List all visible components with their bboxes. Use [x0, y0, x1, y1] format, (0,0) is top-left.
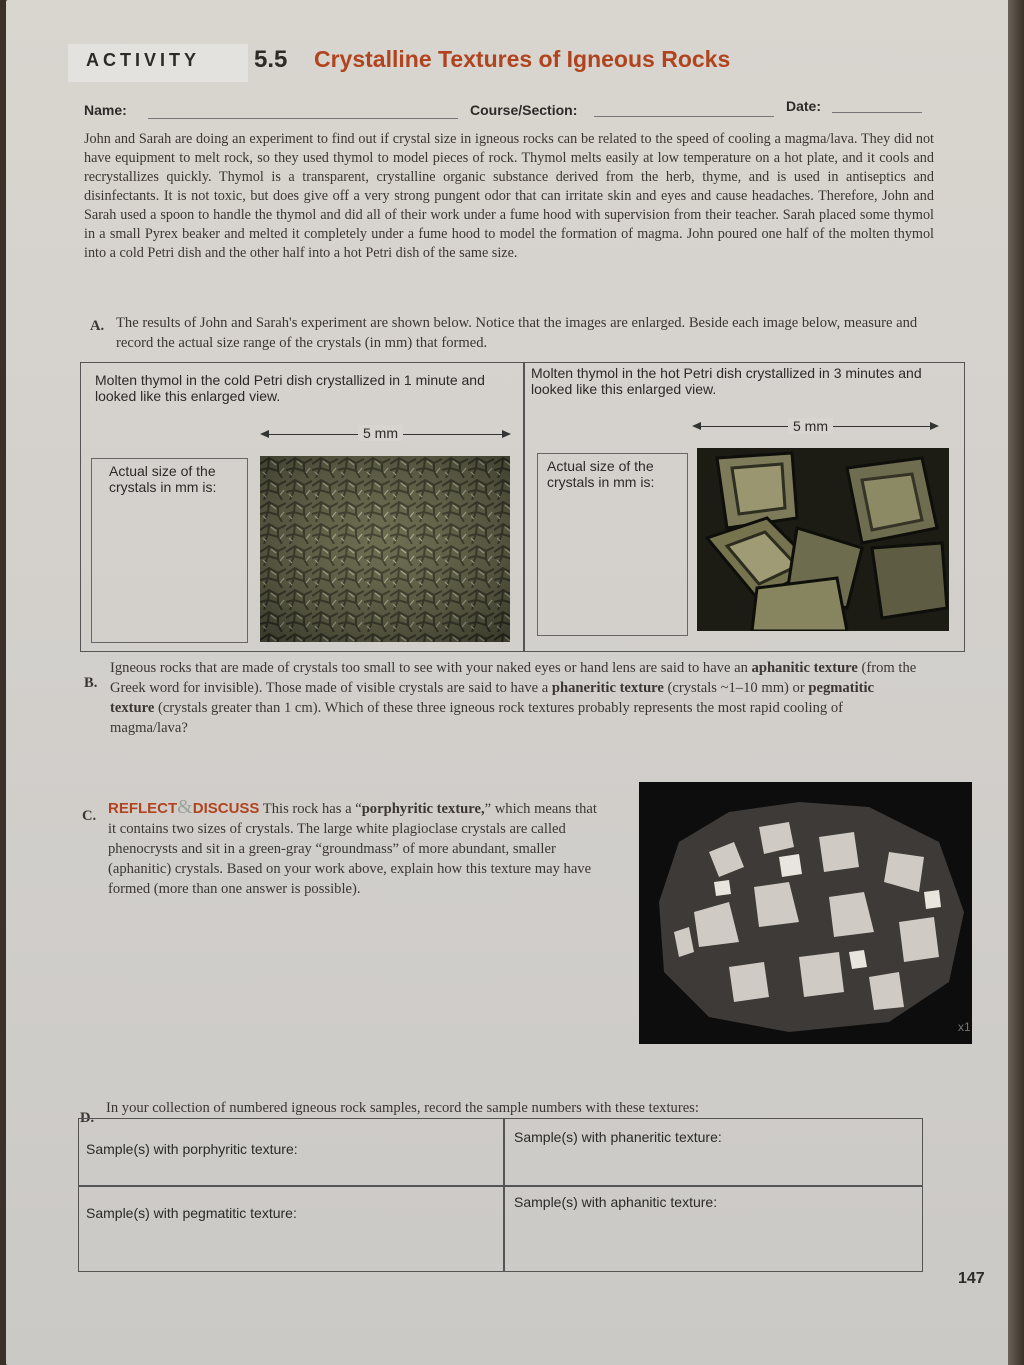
cold-dish-caption: Molten thymol in the cold Petri dish crystallized in 1 minute and looked like this enlarged view.	[95, 372, 485, 404]
arrow-right-icon	[502, 430, 511, 438]
arrow-left-icon	[260, 430, 269, 438]
scale-label-right: 5 mm	[788, 418, 833, 434]
activity-number: 5.5	[254, 46, 288, 73]
arrow-right-icon	[930, 422, 939, 430]
rock-scale-mark: x1	[958, 1020, 971, 1034]
pegmatitic-samples-cell[interactable]: Sample(s) with pegmatitic texture:	[86, 1205, 297, 1221]
course-field[interactable]	[594, 116, 774, 117]
porphyritic-rock-image	[639, 782, 972, 1044]
page-number: 147	[958, 1270, 985, 1287]
activity-title: Crystalline Textures of Igneous Rocks	[314, 46, 731, 72]
porphyritic-samples-cell[interactable]: Sample(s) with porphyritic texture:	[86, 1141, 298, 1157]
arrow-left-icon	[692, 422, 701, 430]
scale-label-left: 5 mm	[358, 425, 403, 441]
part-c-prompt: REFLECT&DISCUSS This rock has a “porphyritic texture,” which means that it contains two sizes of crystals. The large white plagioclase crystals are called phenocrysts and sit in a green-gray “groundmass” of more abundant, smaller (aphanitic) crystals. Based on your work above, explain how this texture may have formed (more than one answer is possible).	[108, 796, 597, 897]
cold-dish-crystals-image	[260, 456, 510, 642]
course-label: Course/Section:	[470, 102, 578, 118]
hot-dish-crystals-image	[697, 448, 949, 631]
table-vertical-divider	[503, 1118, 505, 1271]
activity-label: ACTIVITY	[86, 50, 201, 70]
name-field[interactable]	[148, 118, 458, 119]
cold-answer-label: Actual size of the crystals in mm is:	[109, 463, 217, 495]
table-horizontal-divider	[78, 1185, 923, 1187]
page-edge	[1008, 0, 1024, 1365]
part-a-letter: A.	[90, 318, 105, 334]
part-b-prompt: Igneous rocks that are made of crystals too small to see with your naked eyes or hand lens are said to have an aphanitic texture (from the Greek word for invisible). Those made of visible crystals are said to have a phaneritic texture (crystals ~1–10 mm) or pegmatitic texture (crystals greater than 1 cm). Which of these three igneous rock textures probably represents the most rapid cooling of magma/lava?	[110, 660, 917, 736]
part-d-prompt: In your collection of numbered igneous rock samples, record the sample numbers with these textures:	[106, 1100, 699, 1116]
aphanitic-samples-cell[interactable]: Sample(s) with aphanitic texture:	[514, 1194, 718, 1210]
intro-paragraph: John and Sarah are doing an experiment to find out if crystal size in igneous rocks can be related to the speed of cooling a magma/lava. They did not have equipment to melt rock, so they used thymol to model pieces of rock. Thymol melts easily at low temperature on a hot plate, and it cools and recrystallizes quickly. Thymol is a transparent, crystalline organic substance derived from the herb, thyme, and is used in antiseptics and disinfectants. It is not toxic, but does give off a very strong pungent odor that can irritate skin and eyes and cause headaches. Therefore, John and Sarah used a spoon to handle the thymol and did all of their work under a fume hood with supervision from their teacher. Sarah placed some thymol in a small Pyrex beaker and melted it completely under a fume hood to model the formation of magma. John poured one half of the molten thymol into a cold Petri dish and the other half into a hot Petri dish of the same size.	[84, 131, 934, 261]
part-c-letter: C.	[82, 808, 97, 824]
name-label: Name:	[84, 102, 127, 118]
hot-dish-caption: Molten thymol in the hot Petri dish crystallized in 3 minutes and looked like this enlarged view.	[531, 365, 922, 397]
frame-divider	[523, 362, 525, 651]
part-b-letter: B.	[84, 675, 98, 691]
part-a-prompt: The results of John and Sarah's experiment are shown below. Notice that the images are enlarged. Beside each image below, measure and record the actual size range of the crystals (in mm) that formed.	[116, 315, 918, 351]
part-d-letter: D.	[80, 1110, 95, 1126]
hot-answer-label: Actual size of the crystals in mm is:	[547, 458, 655, 490]
phaneritic-samples-cell[interactable]: Sample(s) with phaneritic texture:	[514, 1129, 722, 1145]
date-field[interactable]	[832, 112, 922, 113]
date-label: Date:	[786, 98, 822, 114]
